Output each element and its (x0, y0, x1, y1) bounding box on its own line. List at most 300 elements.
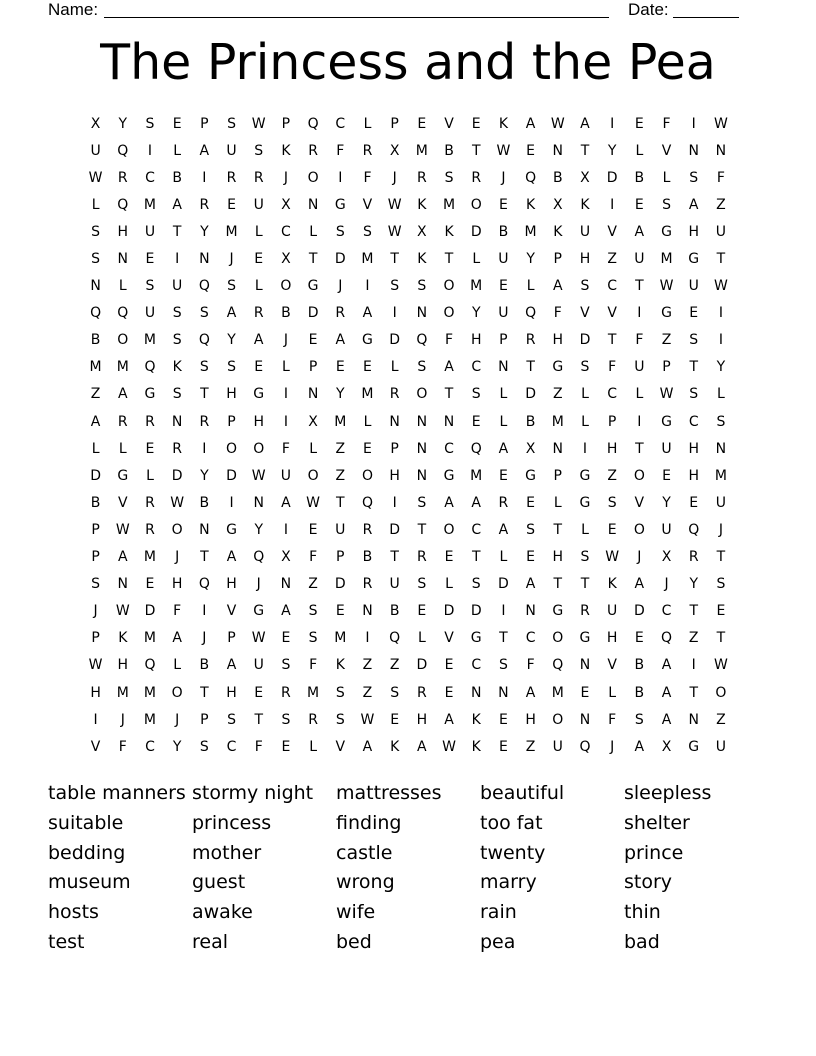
grid-letter[interactable]: G (579, 467, 591, 484)
grid-letter[interactable]: E (172, 115, 182, 132)
grid-letter[interactable]: G (579, 494, 591, 511)
grid-letter[interactable]: C (145, 169, 155, 186)
grid-letter[interactable]: W (659, 278, 674, 295)
grid-letter[interactable]: Q (470, 440, 482, 457)
grid-letter[interactable]: F (173, 603, 182, 620)
grid-letter[interactable]: B (525, 413, 536, 430)
grid-letter[interactable]: S (254, 142, 264, 159)
grid-letter[interactable]: M (361, 251, 374, 268)
grid-letter[interactable]: J (120, 711, 125, 728)
grid-letter[interactable]: W (713, 278, 728, 295)
grid-letter[interactable]: W (387, 196, 402, 213)
grid-letter[interactable]: A (172, 196, 182, 213)
grid-letter[interactable]: B (281, 305, 291, 322)
grid-letter[interactable]: E (254, 684, 264, 701)
grid-letter[interactable]: J (637, 549, 642, 566)
grid-letter[interactable]: E (689, 305, 699, 322)
grid-letter[interactable]: C (444, 440, 454, 457)
grid-letter[interactable]: L (118, 278, 127, 295)
grid-letter[interactable]: I (283, 521, 288, 538)
grid-letter[interactable]: S (444, 169, 454, 186)
grid-letter[interactable]: E (498, 738, 508, 755)
grid-letter[interactable]: M (361, 386, 374, 403)
grid-letter[interactable]: L (635, 142, 644, 159)
grid-letter[interactable]: L (146, 467, 154, 484)
grid-letter[interactable]: H (688, 223, 699, 240)
grid-letter[interactable]: N (117, 576, 129, 593)
grid-letter[interactable]: G (525, 467, 537, 484)
grid-letter[interactable]: D (498, 576, 509, 593)
grid-letter[interactable]: U (144, 305, 156, 322)
grid-letter[interactable]: M (714, 467, 727, 484)
grid-letter[interactable]: M (551, 684, 564, 701)
grid-letter[interactable]: U (661, 521, 672, 538)
grid-letter[interactable]: Z (362, 657, 373, 674)
grid-letter[interactable]: P (607, 413, 617, 430)
grid-letter[interactable]: E (498, 196, 508, 213)
grid-letter[interactable]: R (308, 142, 318, 159)
grid-letter[interactable]: R (362, 576, 373, 593)
grid-letter[interactable]: S (471, 576, 481, 593)
grid-letter[interactable]: U (280, 467, 292, 484)
grid-letter[interactable]: S (308, 630, 318, 647)
grid-letter[interactable]: O (117, 332, 129, 349)
grid-letter[interactable]: M (116, 359, 129, 376)
grid-letter[interactable]: T (390, 251, 399, 268)
grid-letter[interactable]: S (227, 278, 236, 295)
grid-letter[interactable]: A (444, 711, 454, 728)
grid-letter[interactable]: C (226, 738, 237, 755)
grid-letter[interactable]: H (606, 440, 618, 457)
grid-letter[interactable]: Y (118, 115, 128, 132)
grid-letter[interactable]: T (635, 440, 644, 457)
grid-letter[interactable]: N (416, 413, 428, 430)
grid-letter[interactable]: S (498, 657, 508, 674)
grid-letter[interactable]: C (607, 386, 618, 403)
grid-letter[interactable]: R (498, 494, 509, 511)
grid-letter[interactable]: G (253, 386, 265, 403)
grid-letter[interactable]: O (715, 684, 727, 701)
grid-letter[interactable]: K (281, 142, 291, 159)
grid-letter[interactable]: O (361, 467, 373, 484)
grid-letter[interactable]: I (582, 440, 588, 457)
grid-letter[interactable]: F (118, 738, 127, 755)
grid-letter[interactable]: Q (117, 305, 129, 322)
grid-letter[interactable]: A (661, 711, 672, 728)
grid-letter[interactable]: E (335, 603, 345, 620)
grid-letter[interactable]: Q (525, 169, 537, 186)
grid-letter[interactable]: U (389, 576, 400, 593)
grid-letter[interactable]: U (90, 142, 101, 159)
grid-letter[interactable]: E (281, 630, 291, 647)
grid-letter[interactable]: K (471, 711, 481, 728)
grid-letter[interactable]: E (227, 196, 236, 213)
grid-letter[interactable]: A (226, 657, 237, 674)
grid-letter[interactable]: S (335, 711, 345, 728)
grid-letter[interactable]: Y (716, 359, 726, 376)
grid-letter[interactable]: Z (716, 711, 726, 728)
grid-letter[interactable]: R (226, 169, 237, 186)
grid-letter[interactable]: N (416, 305, 428, 322)
grid-letter[interactable]: L (581, 386, 589, 403)
grid-letter[interactable]: A (172, 630, 182, 647)
grid-letter[interactable]: O (171, 521, 183, 538)
grid-letter[interactable]: I (202, 440, 207, 457)
grid-letter[interactable]: W (251, 115, 266, 132)
grid-letter[interactable]: T (716, 549, 726, 566)
grid-letter[interactable]: T (200, 684, 209, 701)
grid-letter[interactable]: Z (607, 467, 617, 484)
grid-letter[interactable]: Q (144, 657, 156, 674)
grid-letter[interactable]: B (444, 142, 454, 159)
grid-letter[interactable]: M (225, 223, 238, 240)
grid-letter[interactable]: E (145, 576, 155, 593)
grid-letter[interactable]: Z (90, 386, 101, 403)
grid-letter[interactable]: E (526, 549, 536, 566)
grid-letter[interactable]: T (553, 521, 563, 538)
grid-letter[interactable]: E (363, 440, 372, 457)
grid-letter[interactable]: E (417, 603, 427, 620)
grid-letter[interactable]: Q (389, 630, 401, 647)
grid-letter[interactable]: N (525, 603, 536, 620)
grid-letter[interactable]: F (608, 359, 617, 376)
grid-letter[interactable]: U (172, 278, 183, 295)
grid-letter[interactable]: W (387, 223, 402, 240)
grid-letter[interactable]: C (525, 630, 536, 647)
grid-letter[interactable]: P (91, 630, 100, 647)
grid-letter[interactable]: L (526, 278, 535, 295)
grid-letter[interactable]: T (607, 332, 617, 349)
grid-letter[interactable]: B (90, 494, 101, 511)
grid-letter[interactable]: Q (361, 494, 373, 511)
grid-letter[interactable]: S (91, 223, 101, 240)
grid-letter[interactable]: R (362, 521, 373, 538)
grid-letter[interactable]: O (307, 169, 319, 186)
grid-letter[interactable]: N (715, 440, 727, 457)
grid-letter[interactable]: I (283, 386, 288, 403)
grid-letter[interactable]: W (360, 711, 375, 728)
grid-letter[interactable]: R (253, 305, 264, 322)
grid-letter[interactable]: O (171, 684, 183, 701)
grid-letter[interactable]: P (553, 251, 562, 268)
grid-letter[interactable]: J (718, 521, 723, 538)
grid-letter[interactable]: I (610, 196, 615, 213)
grid-letter[interactable]: L (363, 413, 372, 430)
grid-letter[interactable]: X (389, 142, 400, 159)
grid-letter[interactable]: D (144, 603, 156, 620)
grid-letter[interactable]: W (713, 115, 728, 132)
grid-letter[interactable]: W (306, 494, 321, 511)
grid-letter[interactable]: L (91, 440, 100, 457)
grid-letter[interactable]: O (280, 278, 292, 295)
grid-letter[interactable]: S (145, 115, 155, 132)
grid-letter[interactable]: G (117, 467, 129, 484)
grid-letter[interactable]: V (90, 738, 101, 755)
grid-letter[interactable]: Z (525, 738, 536, 755)
grid-letter[interactable]: C (471, 521, 482, 538)
grid-letter[interactable]: L (309, 738, 317, 755)
grid-letter[interactable]: S (689, 386, 699, 403)
grid-letter[interactable]: H (688, 467, 699, 484)
grid-letter[interactable]: K (417, 251, 427, 268)
grid-letter[interactable]: S (91, 576, 101, 593)
grid-letter[interactable]: F (445, 332, 454, 349)
grid-letter[interactable]: T (689, 359, 698, 376)
grid-letter[interactable]: R (416, 169, 427, 186)
grid-letter[interactable]: T (444, 251, 454, 268)
grid-letter[interactable]: U (661, 440, 672, 457)
grid-letter[interactable]: Y (254, 521, 263, 538)
grid-letter[interactable]: N (253, 494, 264, 511)
grid-letter[interactable]: R (281, 684, 291, 701)
grid-letter[interactable]: A (281, 603, 291, 620)
grid-letter[interactable]: H (552, 549, 564, 566)
grid-letter[interactable]: I (718, 332, 723, 349)
grid-letter[interactable]: P (200, 711, 209, 728)
grid-letter[interactable]: B (634, 684, 645, 701)
grid-letter[interactable]: S (172, 332, 182, 349)
grid-letter[interactable]: F (281, 440, 290, 457)
grid-letter[interactable]: A (362, 305, 373, 322)
grid-letter[interactable]: A (90, 413, 101, 430)
grid-letter[interactable]: Q (117, 142, 129, 159)
grid-letter[interactable]: O (307, 467, 319, 484)
grid-letter[interactable]: B (389, 603, 400, 620)
grid-letter[interactable]: Z (716, 196, 726, 213)
grid-letter[interactable]: L (662, 169, 671, 186)
grid-letter[interactable]: J (175, 711, 180, 728)
grid-letter[interactable]: X (281, 549, 291, 566)
grid-letter[interactable]: Z (362, 684, 373, 701)
grid-letter[interactable]: A (417, 738, 427, 755)
grid-letter[interactable]: V (362, 196, 373, 213)
grid-letter[interactable]: H (171, 576, 183, 593)
grid-letter[interactable]: S (417, 576, 427, 593)
grid-letter[interactable]: F (553, 305, 562, 322)
grid-letter[interactable]: R (471, 169, 482, 186)
grid-letter[interactable]: V (580, 305, 590, 322)
grid-letter[interactable]: E (526, 142, 536, 159)
grid-letter[interactable]: E (444, 684, 454, 701)
grid-letter[interactable]: U (253, 196, 264, 213)
grid-letter[interactable]: L (717, 386, 725, 403)
grid-letter[interactable]: W (442, 738, 456, 755)
grid-letter[interactable]: K (553, 223, 563, 240)
grid-letter[interactable]: Y (689, 576, 698, 593)
grid-letter[interactable]: T (689, 684, 698, 701)
grid-letter[interactable]: A (199, 142, 210, 159)
grid-letter[interactable]: R (145, 494, 155, 511)
grid-letter[interactable]: S (689, 169, 699, 186)
grid-letter[interactable]: M (334, 630, 347, 647)
grid-letter[interactable]: L (363, 115, 372, 132)
grid-letter[interactable]: H (688, 440, 699, 457)
grid-letter[interactable]: W (170, 494, 185, 511)
grid-letter[interactable]: H (226, 684, 237, 701)
grid-letter[interactable]: T (689, 603, 698, 620)
grid-letter[interactable]: U (634, 359, 645, 376)
grid-letter[interactable]: N (416, 440, 428, 457)
grid-letter[interactable]: Q (579, 738, 591, 755)
grid-letter[interactable]: K (580, 196, 590, 213)
grid-letter[interactable]: J (283, 332, 288, 349)
grid-letter[interactable]: L (282, 359, 290, 376)
grid-letter[interactable]: E (471, 413, 481, 430)
grid-letter[interactable]: R (145, 521, 155, 538)
grid-letter[interactable]: D (416, 657, 428, 674)
grid-letter[interactable]: I (637, 305, 642, 322)
grid-letter[interactable]: S (281, 657, 291, 674)
grid-letter[interactable]: W (713, 657, 728, 674)
grid-letter[interactable]: U (552, 738, 563, 755)
grid-letter[interactable]: W (659, 386, 674, 403)
grid-letter[interactable]: E (145, 440, 155, 457)
grid-letter[interactable]: S (308, 603, 318, 620)
grid-letter[interactable]: A (362, 738, 373, 755)
grid-letter[interactable]: D (226, 467, 237, 484)
grid-letter[interactable]: K (335, 657, 345, 674)
grid-letter[interactable]: P (91, 521, 100, 538)
grid-letter[interactable]: P (91, 549, 100, 566)
grid-letter[interactable]: N (552, 440, 564, 457)
grid-letter[interactable]: S (417, 278, 427, 295)
grid-letter[interactable]: Q (552, 657, 564, 674)
grid-letter[interactable]: I (501, 603, 506, 620)
grid-letter[interactable]: D (334, 251, 346, 268)
grid-letter[interactable]: L (173, 657, 182, 674)
grid-letter[interactable]: L (499, 413, 508, 430)
grid-letter[interactable]: S (172, 386, 182, 403)
grid-letter[interactable]: D (90, 467, 101, 484)
grid-letter[interactable]: A (580, 115, 590, 132)
grid-letter[interactable]: S (335, 223, 345, 240)
grid-letter[interactable]: S (227, 359, 236, 376)
grid-letter[interactable]: E (634, 630, 644, 647)
grid-letter[interactable]: T (254, 711, 263, 728)
grid-letter[interactable]: C (661, 603, 672, 620)
grid-letter[interactable]: S (172, 305, 182, 322)
grid-letter[interactable]: I (637, 413, 642, 430)
grid-letter[interactable]: R (145, 413, 155, 430)
grid-letter[interactable]: P (227, 413, 236, 430)
grid-letter[interactable]: A (471, 494, 481, 511)
grid-letter[interactable]: N (579, 657, 591, 674)
grid-letter[interactable]: B (634, 169, 645, 186)
grid-letter[interactable]: A (335, 332, 346, 349)
date-field[interactable] (673, 0, 739, 18)
grid-letter[interactable]: R (416, 549, 427, 566)
grid-letter[interactable]: Q (253, 549, 265, 566)
grid-letter[interactable]: T (471, 549, 481, 566)
grid-letter[interactable]: O (552, 630, 564, 647)
grid-letter[interactable]: T (580, 142, 590, 159)
grid-letter[interactable]: U (688, 278, 699, 295)
grid-letter[interactable]: I (392, 494, 397, 511)
grid-letter[interactable]: G (253, 603, 265, 620)
grid-letter[interactable]: U (634, 251, 645, 268)
grid-letter[interactable]: W (115, 521, 130, 538)
grid-letter[interactable]: F (608, 711, 617, 728)
grid-letter[interactable]: D (443, 603, 455, 620)
grid-letter[interactable]: H (470, 332, 482, 349)
grid-letter[interactable]: A (253, 332, 264, 349)
grid-letter[interactable]: H (117, 223, 129, 240)
grid-letter[interactable]: W (550, 115, 565, 132)
grid-letter[interactable]: I (202, 169, 207, 186)
grid-letter[interactable]: E (308, 521, 318, 538)
grid-letter[interactable]: K (471, 738, 481, 755)
grid-letter[interactable]: I (365, 278, 370, 295)
grid-letter[interactable]: L (581, 521, 589, 538)
grid-letter[interactable]: A (444, 494, 454, 511)
grid-letter[interactable]: O (416, 386, 428, 403)
grid-letter[interactable]: E (580, 684, 590, 701)
grid-letter[interactable]: N (389, 413, 400, 430)
grid-letter[interactable]: O (443, 521, 455, 538)
grid-letter[interactable]: S (580, 278, 590, 295)
grid-letter[interactable]: D (334, 576, 346, 593)
grid-letter[interactable]: T (200, 386, 209, 403)
grid-letter[interactable]: U (607, 603, 618, 620)
grid-letter[interactable]: Z (688, 630, 699, 647)
grid-letter[interactable]: N (498, 684, 509, 701)
grid-letter[interactable]: A (498, 440, 509, 457)
grid-letter[interactable]: G (307, 278, 319, 295)
grid-letter[interactable]: R (117, 413, 128, 430)
grid-letter[interactable]: E (498, 467, 508, 484)
grid-letter[interactable]: L (390, 359, 399, 376)
grid-letter[interactable]: X (552, 196, 563, 213)
grid-letter[interactable]: M (89, 359, 102, 376)
grid-letter[interactable]: H (389, 467, 400, 484)
grid-letter[interactable]: Q (416, 332, 428, 349)
grid-letter[interactable]: E (498, 278, 508, 295)
grid-letter[interactable]: W (496, 142, 511, 159)
grid-letter[interactable]: M (524, 223, 537, 240)
grid-letter[interactable]: V (444, 630, 454, 647)
grid-letter[interactable]: H (253, 413, 264, 430)
grid-letter[interactable]: M (143, 684, 157, 701)
grid-letter[interactable]: Y (200, 223, 209, 240)
grid-letter[interactable]: S (580, 549, 590, 566)
grid-letter[interactable]: L (608, 684, 617, 701)
grid-letter[interactable]: S (662, 196, 671, 213)
grid-letter[interactable]: I (147, 142, 153, 159)
grid-letter[interactable]: J (392, 169, 397, 186)
grid-letter[interactable]: Y (227, 332, 236, 349)
grid-letter[interactable]: S (716, 413, 726, 430)
grid-letter[interactable]: N (715, 142, 727, 159)
grid-letter[interactable]: E (689, 494, 699, 511)
grid-letter[interactable]: K (526, 196, 536, 213)
grid-letter[interactable]: M (442, 196, 456, 213)
grid-letter[interactable]: M (660, 251, 673, 268)
grid-letter[interactable]: R (580, 603, 590, 620)
grid-letter[interactable]: Y (607, 142, 617, 159)
grid-letter[interactable]: D (633, 603, 645, 620)
grid-letter[interactable]: H (606, 630, 618, 647)
grid-letter[interactable]: L (553, 494, 562, 511)
grid-letter[interactable]: F (363, 169, 372, 186)
grid-letter[interactable]: O (253, 440, 265, 457)
grid-letter[interactable]: E (444, 549, 454, 566)
grid-letter[interactable]: N (416, 467, 428, 484)
grid-letter[interactable]: L (499, 549, 508, 566)
grid-letter[interactable]: A (498, 521, 509, 538)
grid-letter[interactable]: G (470, 630, 482, 647)
grid-letter[interactable]: P (499, 332, 508, 349)
grid-letter[interactable]: F (635, 332, 644, 349)
